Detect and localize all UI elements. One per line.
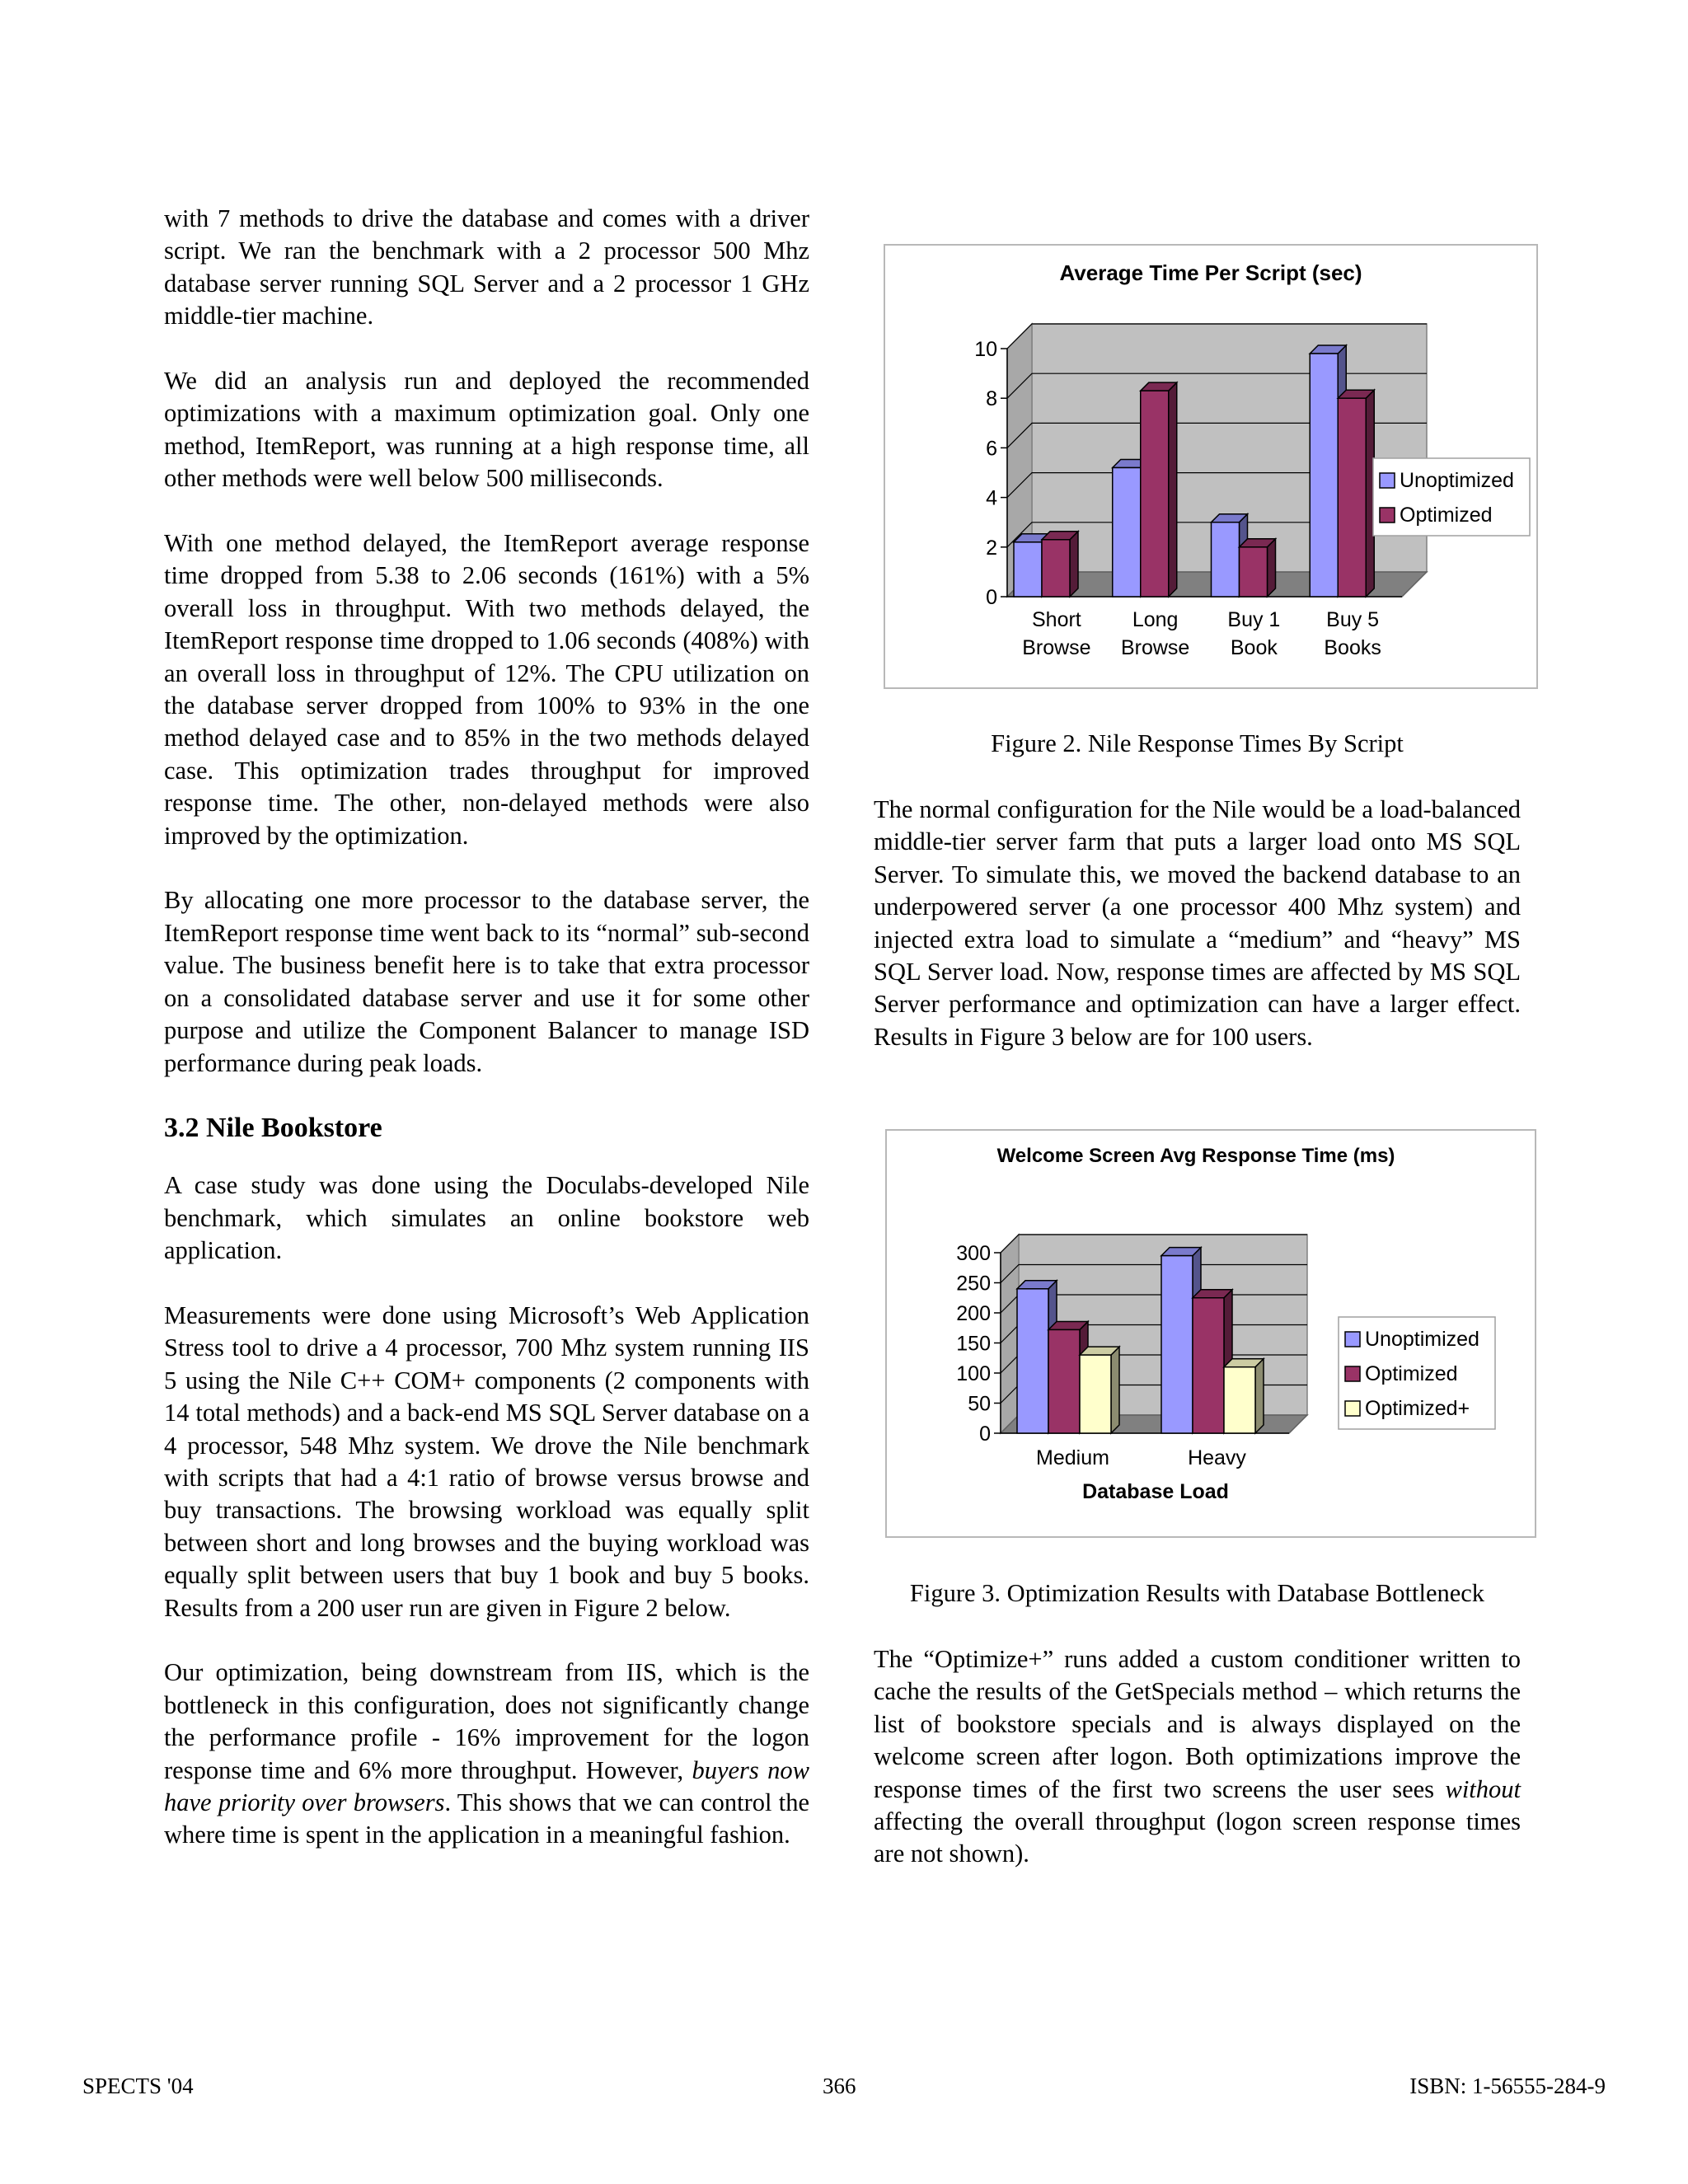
y-tick-label: 100 <box>956 1362 991 1385</box>
x-tick-label: Browse <box>1120 636 1190 659</box>
x-axis-title: Database Load <box>1082 1480 1229 1503</box>
legend-swatch <box>1345 1366 1360 1381</box>
bar-front <box>1014 542 1042 597</box>
bar-front <box>1240 547 1268 597</box>
bar-front <box>1042 540 1070 597</box>
y-tick-label: 150 <box>956 1332 991 1356</box>
y-tick-label: 0 <box>979 1422 991 1446</box>
emphasis-text: buyers now have priority over browsers <box>164 1755 809 1816</box>
y-tick-label: 2 <box>986 536 997 560</box>
figure-3-chart <box>885 1129 1536 1538</box>
legend-label: Unoptimized <box>1365 1328 1479 1351</box>
legend-swatch <box>1380 508 1395 523</box>
text-run: . This shows that we can control the where time is spent in the application in a meaningful fashion. <box>164 1788 809 1849</box>
paragraph: A case study was done using the Doculabs-developed Nile benchmark, which simulates an online bookstore web application. <box>164 1171 809 1265</box>
footer-page-number: 366 <box>823 2074 856 2098</box>
legend-label: Unoptimized <box>1400 469 1514 492</box>
paragraph: We did an analysis run and deployed the recommended optimizations with a maximum optimization goal. Only one method, ItemReport, was running at a high response time, all other methods were well below 500 milliseconds. <box>164 367 809 493</box>
emphasis-text: without <box>1445 1774 1521 1803</box>
legend <box>1339 1317 1495 1429</box>
chart-title: Welcome Screen Avg Response Time (ms) <box>996 1145 1395 1167</box>
y-tick-label: 50 <box>968 1392 991 1416</box>
y-tick-label: 6 <box>986 437 997 461</box>
bar-front <box>1017 1289 1048 1433</box>
bar <box>1141 382 1177 597</box>
bar <box>1224 1359 1264 1433</box>
x-tick-label: Book <box>1230 636 1278 659</box>
bar-side <box>1169 382 1177 597</box>
text-run: Our optimization, being downstream from IIS, which is the bottleneck in this configuration, does not significantly change the performance profile - 16% improvement for the logon response time and 6% more throughput. However, <box>164 1658 809 1784</box>
bar-front <box>1212 523 1240 597</box>
bar-front <box>1141 391 1169 597</box>
y-tick-label: 200 <box>956 1302 991 1325</box>
text-run: affecting the overall throughput (logon screen response times are not shown). <box>874 1807 1521 1868</box>
x-tick-label: Browse <box>1022 636 1091 659</box>
paragraph: Measurements were done using Microsoft’s Web Application Stress tool to drive a 4 processor, 700 Mhz system running IIS 5 using the Nile C++ COM+ components (2 components with 14 total methods) and a back-end MS SQL Server database on a 4 processor, 548 Mhz system. We drove the Nile benchmark with scripts that had a 4:1 ratio of browse versus browse and buy transactions. The browsing workload was equally split between short and long browses and the buying workload was equally split between users that buy 1 book and buy 5 books. Results from a 200 user run are given in Figure 2 below. <box>164 1301 809 1622</box>
legend <box>1373 458 1530 536</box>
bar-front <box>1080 1355 1111 1433</box>
bar <box>1240 539 1276 597</box>
bar-front <box>1161 1256 1193 1433</box>
paragraph: with 7 methods to drive the database and comes with a driver script. We ran the benchmark with a 2 processor 500 Mhz database server running SQL Server and a 2 processor 1 GHz middle-tier machine. <box>164 204 809 330</box>
footer-isbn: ISBN: 1-56555-284-9 <box>1409 2074 1606 2098</box>
y-tick-label: 4 <box>986 486 997 510</box>
legend-label: Optimized <box>1400 504 1493 527</box>
bar-front <box>1048 1329 1080 1433</box>
paragraph: With one method delayed, the ItemReport average response time dropped from 5.38 to 2.06 seconds (161%) with a 5% overall loss in throughput. With two methods delayed, the ItemReport response time dropped to 1.06 seconds (408%) with an overall loss in throughput of 12%. The CPU utilization on the database server dropped from 100% to 93% in the one method delayed case and to 85% in the two methods delayed case. This optimization trades throughput for improved response time. The other, non-delayed methods were also improved by the optimization. <box>164 529 809 850</box>
section-heading: 3.2 Nile Bookstore <box>164 1113 382 1144</box>
bar-front <box>1310 354 1338 597</box>
x-tick-label: Buy 5 <box>1326 608 1380 631</box>
chart-title: Average Time Per Script (sec) <box>1059 260 1362 285</box>
x-tick-label: Medium <box>1036 1446 1109 1469</box>
left-column <box>164 203 809 1852</box>
y-tick-label: 0 <box>986 586 997 609</box>
bar-front <box>1224 1367 1255 1433</box>
bar-side <box>1268 539 1276 597</box>
bar <box>1042 532 1078 597</box>
figure-3-caption: Figure 3. Optimization Results with Database Bottleneck <box>909 1579 1485 1607</box>
text-run: The “Optimize+” runs added a custom conditioner written to cache the results of the GetSpecials method – which returns the list of bookstore specials and is always displayed on the welcome screen after logon. Both optimizations improve the response times of the first two screens the user sees <box>874 1645 1521 1803</box>
bar-front <box>1113 467 1141 597</box>
y-tick-label: 300 <box>956 1242 991 1265</box>
x-tick-label: Books <box>1324 636 1381 659</box>
bar-front <box>1338 398 1366 597</box>
bar-front <box>1193 1298 1224 1433</box>
right-column-text <box>874 1643 1521 1871</box>
right-column-text <box>874 794 1521 1053</box>
chart-svg <box>887 1131 1535 1536</box>
paragraph <box>164 1657 809 1851</box>
bar <box>1338 390 1374 597</box>
x-tick-label: Long <box>1132 608 1179 631</box>
legend-swatch <box>1380 473 1395 488</box>
legend-label: Optimized <box>1365 1362 1458 1385</box>
paragraph: By allocating one more processor to the database server, the ItemReport response time went back to its “normal” sub-second value. The business benefit here is to take that extra processor on a consolidated database server and use it for some other purpose and utilize the Component Balancer to manage ISD performance during peak loads. <box>164 886 809 1077</box>
x-tick-label: Heavy <box>1188 1446 1246 1469</box>
legend-swatch <box>1345 1401 1360 1416</box>
paragraph <box>874 1643 1521 1871</box>
legend-label: Optimized+ <box>1365 1397 1470 1420</box>
figure-2-caption: Figure 2. Nile Response Times By Script <box>991 729 1404 757</box>
chart-svg <box>885 246 1536 687</box>
y-tick-label: 10 <box>974 338 997 361</box>
y-tick-label: 8 <box>986 387 997 411</box>
legend-swatch <box>1345 1332 1360 1347</box>
bar <box>1080 1347 1119 1433</box>
y-tick-label: 250 <box>956 1272 991 1296</box>
x-tick-label: Buy 1 <box>1227 608 1281 631</box>
bar-side <box>1255 1359 1264 1433</box>
x-tick-label: Short <box>1031 608 1081 631</box>
figure-2-chart <box>884 244 1538 689</box>
paragraph: The normal configuration for the Nile would be a load-balanced middle-tier server farm that puts a larger load onto MS SQL Server. To simulate this, we moved the backend database to an underpowered server (a one processor 400 Mhz system) and injected extra load to simulate a “medium” and “heavy” MS SQL Server load. Now, response times are affected by MS SQL Server performance and optimization can have a larger effect. Results in Figure 3 below are for 100 users. <box>874 795 1521 1051</box>
footer-conference: SPECTS '04 <box>82 2074 194 2098</box>
bar-side <box>1070 532 1078 597</box>
bar-side <box>1111 1347 1119 1433</box>
